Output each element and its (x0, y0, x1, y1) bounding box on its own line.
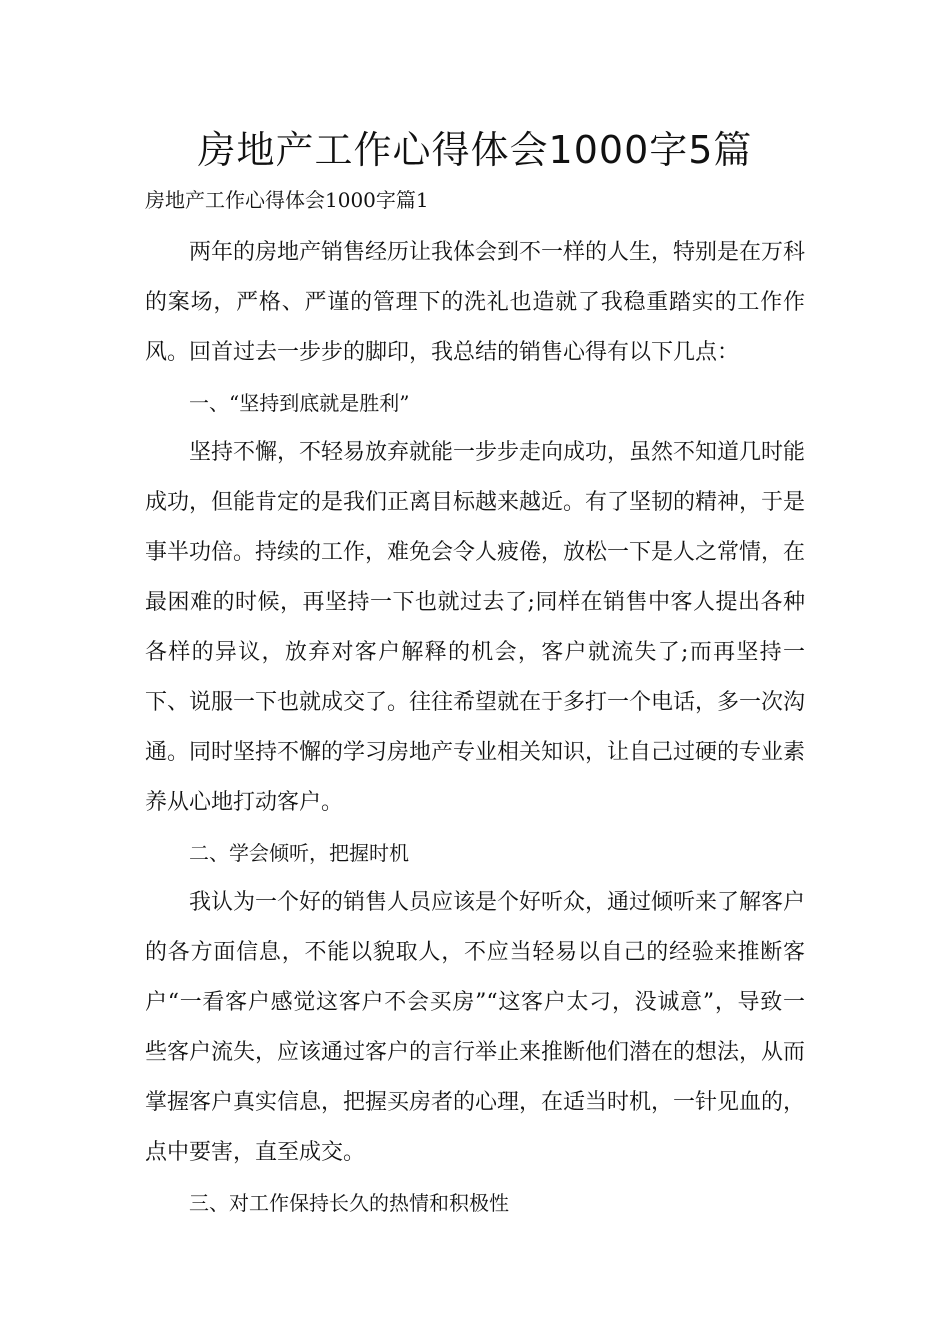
document-body (145, 228, 805, 1228)
paragraph-intro: 两年的房地产销售经历让我体会到不一样的人生，特别是在万科的案场，严格、严谨的管理下的洗礼也造就了我稳重踏实的工作作风。回首过去一步步的脚印，我总结的销售心得有以下几点： (145, 240, 806, 365)
section-heading-3: 三、对工作保持长久的热情和积极性 (189, 1191, 509, 1215)
paragraph-persistence: 坚持不懈，不轻易放弃就能一步步走向成功，虽然不知道几时能成功，但能肯定的是我们正离目标越来越近。有了坚韧的精神，于是事半功倍。持续的工作，难免会令人疲倦，放松一下是人之常情，在最困难的时候，再坚持一下也就过去了;同样在销售中客人提出各种各样的异议，放弃对客户解释的机会，客户就流失了;而再坚持一下、说服一下也就成交了。往往希望就在于多打一个电话，多一次沟通。同时坚持不懈的学习房地产专业相关知识，让自己过硬的专业素养从心地打动客户。 (145, 440, 806, 815)
section-heading-2: 二、学会倾听，把握时机 (189, 841, 409, 865)
document-subtitle: 房地产工作心得体会1000字篇1 (145, 188, 429, 212)
section-heading-1: 一、“坚持到底就是胜利” (189, 391, 410, 415)
document-title: 房地产工作心得体会1000字5篇 (197, 128, 753, 172)
paragraph-listening: 我认为一个好的销售人员应该是个好听众，通过倾听来了解客户的各方面信息，不能以貌取人，不应当轻易以自己的经验来推断客户“一看客户感觉这客户不会买房”“这客户太刁，没诚意”，导致一些客户流失，应该通过客户的言行举止来推断他们潜在的想法，从而掌握客户真实信息，把握买房者的心理，在适当时机，一针见血的，点中要害，直至成交。 (145, 890, 806, 1165)
